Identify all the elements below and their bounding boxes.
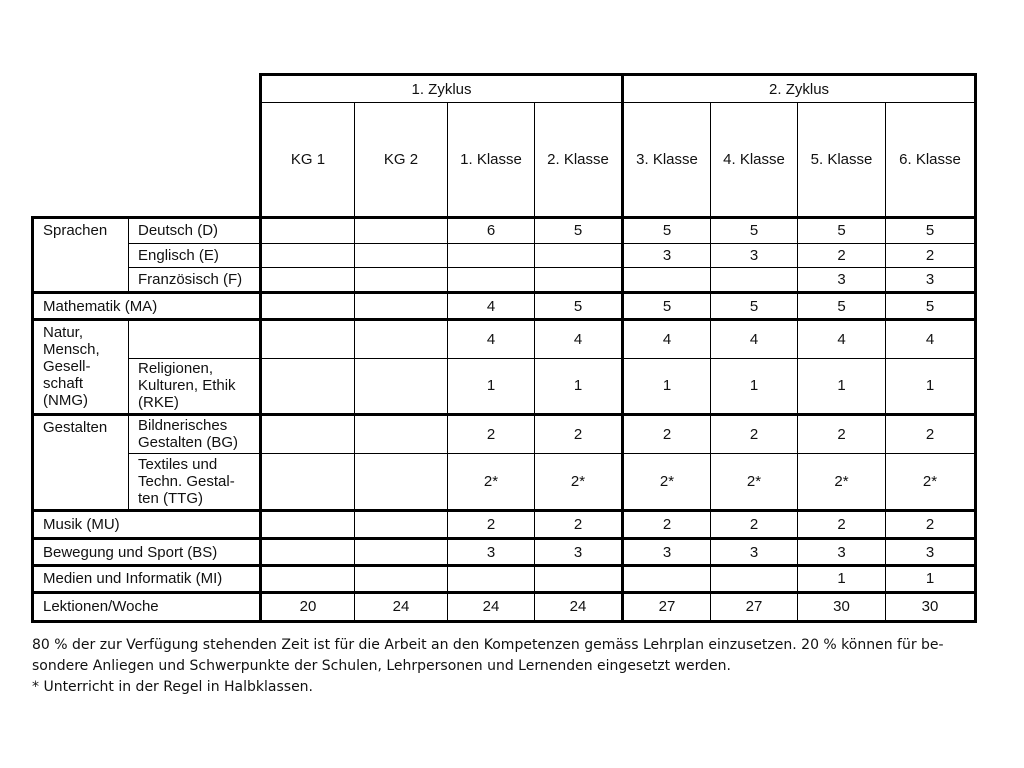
value-cell: 24 — [448, 592, 535, 621]
value-cell: 2 — [448, 414, 535, 453]
value-cell: 1 — [798, 565, 886, 592]
value-cell — [355, 358, 448, 414]
header-grade: KG 1 — [261, 103, 355, 218]
value-cell — [355, 243, 448, 267]
header-grade: KG 2 — [355, 103, 448, 218]
value-cell — [355, 454, 448, 511]
header-row-cycles — [33, 75, 976, 103]
value-cell: 2 — [535, 414, 623, 453]
value-cell: 3 — [623, 243, 711, 267]
value-cell: 3 — [711, 243, 798, 267]
value-cell — [261, 454, 355, 511]
value-cell — [355, 293, 448, 320]
value-cell — [355, 268, 448, 293]
value-cell: 4 — [798, 320, 886, 358]
value-cell — [261, 511, 355, 539]
footnote-line-3: * Unterricht in der Regel in Halbklassen. — [32, 679, 314, 695]
value-cell: 4 — [448, 320, 535, 358]
value-cell — [535, 268, 623, 293]
value-cell — [261, 358, 355, 414]
value-cell: 2 — [798, 243, 886, 267]
value-cell: 3 — [448, 539, 535, 565]
value-cell — [261, 539, 355, 565]
header-grade: 4. Klasse — [711, 103, 798, 218]
value-cell: 20 — [261, 592, 355, 621]
value-cell: 2* — [448, 454, 535, 511]
value-cell — [355, 320, 448, 358]
value-cell: 2 — [886, 243, 976, 267]
header-grade: 1. Klasse — [448, 103, 535, 218]
value-cell: 6 — [448, 217, 535, 243]
value-cell — [355, 511, 448, 539]
value-cell: 2* — [623, 454, 711, 511]
value-cell: 1 — [886, 358, 976, 414]
value-cell: 2 — [448, 511, 535, 539]
total-row — [33, 592, 976, 621]
value-cell: 3 — [886, 268, 976, 293]
value-cell — [261, 243, 355, 267]
value-cell — [261, 268, 355, 293]
value-cell: 2 — [886, 511, 976, 539]
total-label: Lektionen/Woche — [33, 592, 261, 621]
header-cycle-2: 2. Zyklus — [623, 75, 976, 103]
value-cell: 2* — [535, 454, 623, 511]
value-cell: 24 — [355, 592, 448, 621]
value-cell: 4 — [535, 320, 623, 358]
header-cycle-1: 1. Zyklus — [261, 75, 623, 103]
value-cell — [261, 414, 355, 453]
value-cell: 3 — [711, 539, 798, 565]
table-row — [33, 454, 976, 511]
value-cell: 4 — [711, 320, 798, 358]
value-cell — [261, 293, 355, 320]
subject-label: Bewegung und Sport (BS) — [33, 539, 261, 565]
value-cell: 3 — [886, 539, 976, 565]
value-cell: 1 — [535, 358, 623, 414]
value-cell: 2 — [711, 414, 798, 453]
value-cell: 2 — [623, 414, 711, 453]
value-cell: 2 — [886, 414, 976, 453]
value-cell: 5 — [886, 217, 976, 243]
value-cell — [355, 565, 448, 592]
value-cell: 4 — [448, 293, 535, 320]
subject-label: Französisch (F) — [129, 268, 261, 293]
value-cell: 3 — [798, 268, 886, 293]
value-cell: 5 — [711, 217, 798, 243]
value-cell: 3 — [623, 539, 711, 565]
value-cell: 2* — [711, 454, 798, 511]
value-cell: 5 — [535, 293, 623, 320]
value-cell — [623, 268, 711, 293]
lesson-table — [31, 73, 977, 623]
table-row — [33, 320, 976, 358]
subject-group-label: Natur, Mensch, Gesell- schaft (NMG) — [33, 320, 129, 415]
value-cell: 5 — [535, 217, 623, 243]
subject-label: Deutsch (D) — [129, 217, 261, 243]
value-cell: 1 — [448, 358, 535, 414]
table-row — [33, 414, 976, 453]
subject-label: Bildnerisches Gestalten (BG) — [129, 414, 261, 453]
value-cell — [448, 565, 535, 592]
value-cell: 1 — [623, 358, 711, 414]
subject-label: Mathematik (MA) — [33, 293, 261, 320]
value-cell — [261, 565, 355, 592]
value-cell — [355, 414, 448, 453]
header-grade: 6. Klasse — [886, 103, 976, 218]
value-cell: 30 — [886, 592, 976, 621]
header-grade: 2. Klasse — [535, 103, 623, 218]
value-cell — [623, 565, 711, 592]
value-cell: 5 — [798, 293, 886, 320]
value-cell: 3 — [535, 539, 623, 565]
footnote-line-2: sondere Anliegen und Schwerpunkte der Schulen, Lehrpersonen und Lernenden eingesetzt werden. — [32, 658, 731, 674]
value-cell: 2 — [535, 511, 623, 539]
table-row — [33, 293, 976, 320]
value-cell — [711, 565, 798, 592]
footnote — [32, 635, 992, 698]
subject-group-label: Gestalten — [33, 414, 129, 511]
value-cell: 27 — [711, 592, 798, 621]
value-cell: 2 — [623, 511, 711, 539]
value-cell — [355, 539, 448, 565]
value-cell: 5 — [886, 293, 976, 320]
value-cell: 2 — [798, 414, 886, 453]
value-cell: 2 — [798, 511, 886, 539]
value-cell: 2 — [711, 511, 798, 539]
value-cell: 2* — [886, 454, 976, 511]
value-cell: 5 — [623, 293, 711, 320]
table-row — [33, 243, 976, 267]
header-grade: 5. Klasse — [798, 103, 886, 218]
subject-label: Religionen, Kulturen, Ethik (RKE) — [129, 358, 261, 414]
subject-label: Musik (MU) — [33, 511, 261, 539]
table-row — [33, 268, 976, 293]
table-row — [33, 217, 976, 243]
header-grade: 3. Klasse — [623, 103, 711, 218]
value-cell: 1 — [711, 358, 798, 414]
value-cell — [448, 268, 535, 293]
subject-label — [129, 320, 261, 358]
subject-label: Englisch (E) — [129, 243, 261, 267]
value-cell: 1 — [798, 358, 886, 414]
subject-label: Medien und Informatik (MI) — [33, 565, 261, 592]
value-cell — [535, 243, 623, 267]
value-cell: 4 — [623, 320, 711, 358]
value-cell: 5 — [711, 293, 798, 320]
value-cell: 3 — [798, 539, 886, 565]
value-cell — [711, 268, 798, 293]
value-cell: 5 — [798, 217, 886, 243]
subject-label: Textiles und Techn. Gestal- ten (TTG) — [129, 454, 261, 511]
table-row — [33, 539, 976, 565]
value-cell — [261, 320, 355, 358]
value-cell: 24 — [535, 592, 623, 621]
header-corner — [33, 75, 261, 218]
value-cell: 27 — [623, 592, 711, 621]
value-cell — [261, 217, 355, 243]
lesson-table-body — [33, 75, 976, 622]
value-cell — [355, 217, 448, 243]
value-cell: 5 — [623, 217, 711, 243]
table-row — [33, 565, 976, 592]
value-cell: 2* — [798, 454, 886, 511]
value-cell: 1 — [886, 565, 976, 592]
footnote-line-1: 80 % der zur Verfügung stehenden Zeit ist für die Arbeit an den Kompetenzen gemäss Lehrplan einzusetzen. 20 % können für be- — [32, 637, 944, 653]
value-cell: 30 — [798, 592, 886, 621]
value-cell — [448, 243, 535, 267]
value-cell: 4 — [886, 320, 976, 358]
table-row — [33, 511, 976, 539]
subject-group-label: Sprachen — [33, 217, 129, 292]
table-row — [33, 358, 976, 414]
value-cell — [535, 565, 623, 592]
